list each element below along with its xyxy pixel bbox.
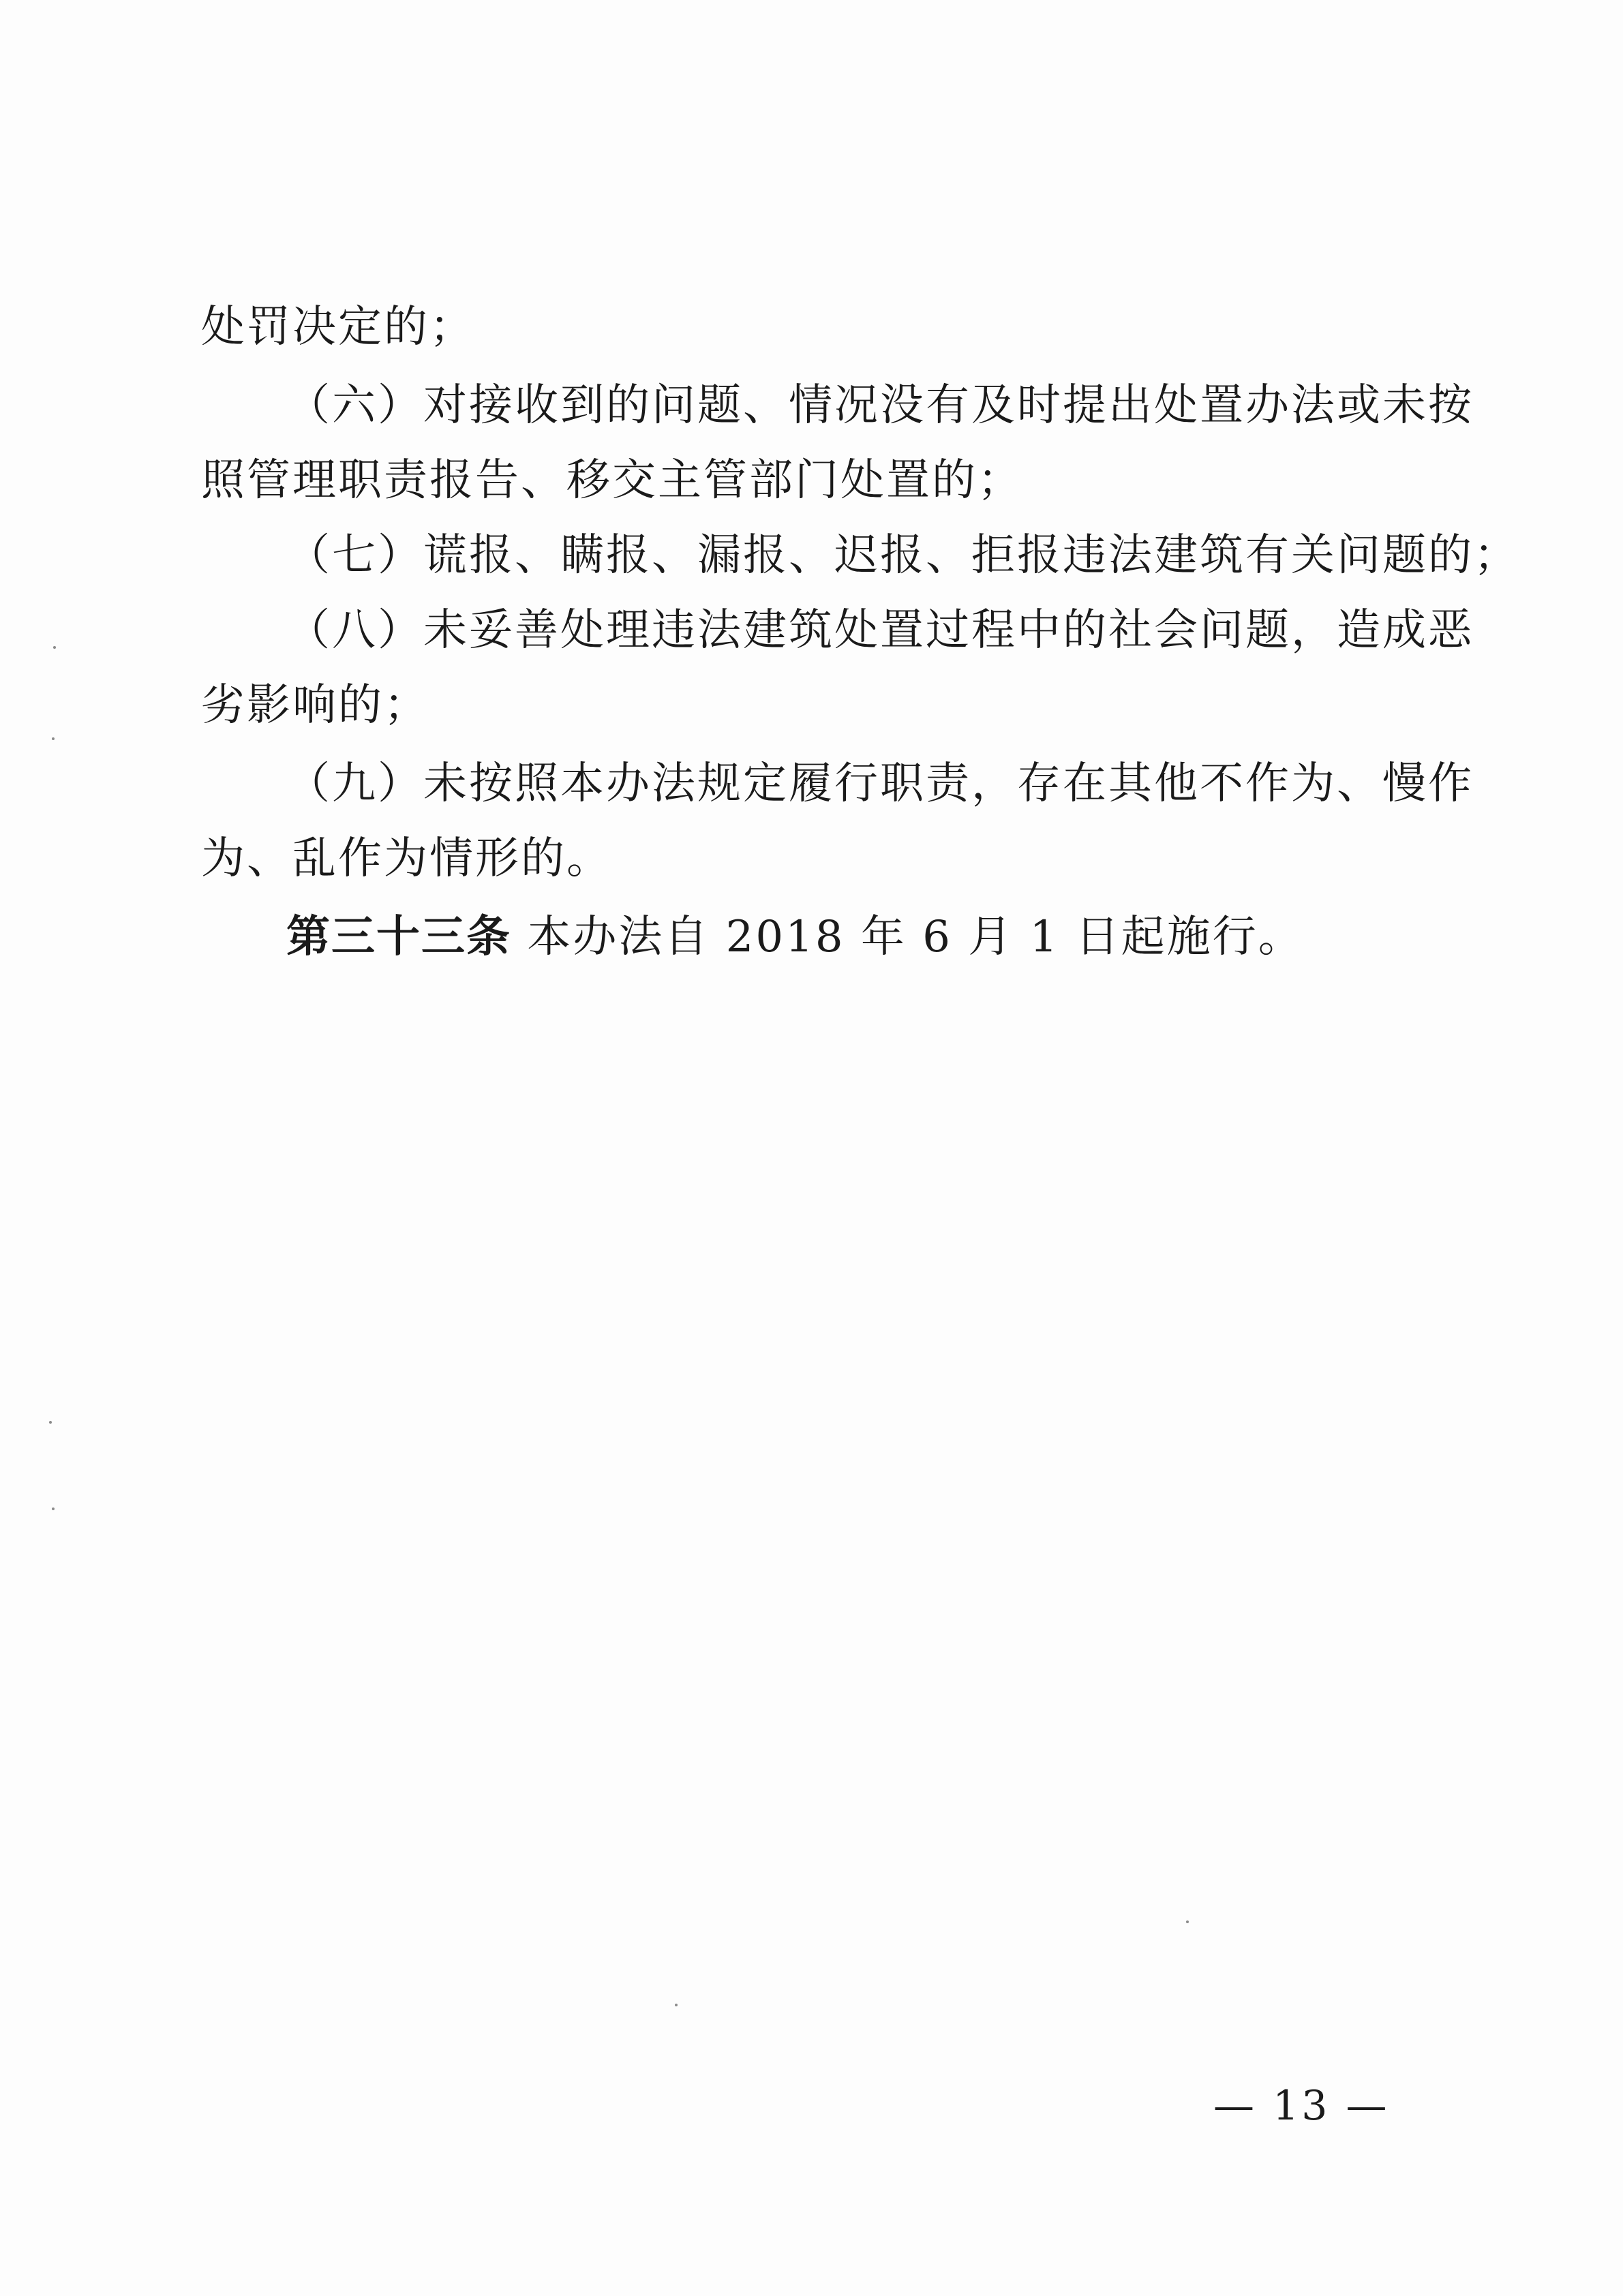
text-line-item-6-cont: 照管理职责报告、移交主管部门处置的； bbox=[201, 455, 1023, 506]
text-line-item-8-cont: 劣影响的； bbox=[201, 680, 429, 731]
article-body: 本办法自 2018 年 6 月 1 日起施行。 bbox=[527, 912, 1304, 962]
article-heading: 第三十三条 bbox=[286, 912, 511, 962]
page-number: — 13 — bbox=[1213, 2082, 1390, 2130]
article-spacer bbox=[511, 912, 527, 962]
text-line-item-7: （七）谎报、瞒报、漏报、迟报、拒报违法建筑有关问题的； bbox=[286, 530, 1519, 581]
text-line-continuation: 处罚决定的； bbox=[201, 302, 475, 352]
text-line-item-9-cont: 为、乱作为情形的。 bbox=[201, 833, 612, 884]
scan-speck bbox=[1186, 1920, 1189, 1923]
scan-speck bbox=[675, 2004, 678, 2006]
article-33 bbox=[286, 910, 1304, 964]
text-line-item-9: （九）未按照本办法规定履行职责，存在其他不作为、慢作 bbox=[286, 759, 1474, 809]
text-line-item-6: （六）对接收到的问题、情况没有及时提出处置办法或未按 bbox=[286, 380, 1474, 431]
text-line-item-8: （八）未妥善处理违法建筑处置过程中的社会问题，造成恶 bbox=[286, 605, 1474, 656]
scan-speck bbox=[49, 1421, 52, 1424]
scan-speck bbox=[53, 646, 56, 649]
scan-speck bbox=[52, 737, 55, 740]
scan-speck bbox=[52, 1507, 55, 1510]
